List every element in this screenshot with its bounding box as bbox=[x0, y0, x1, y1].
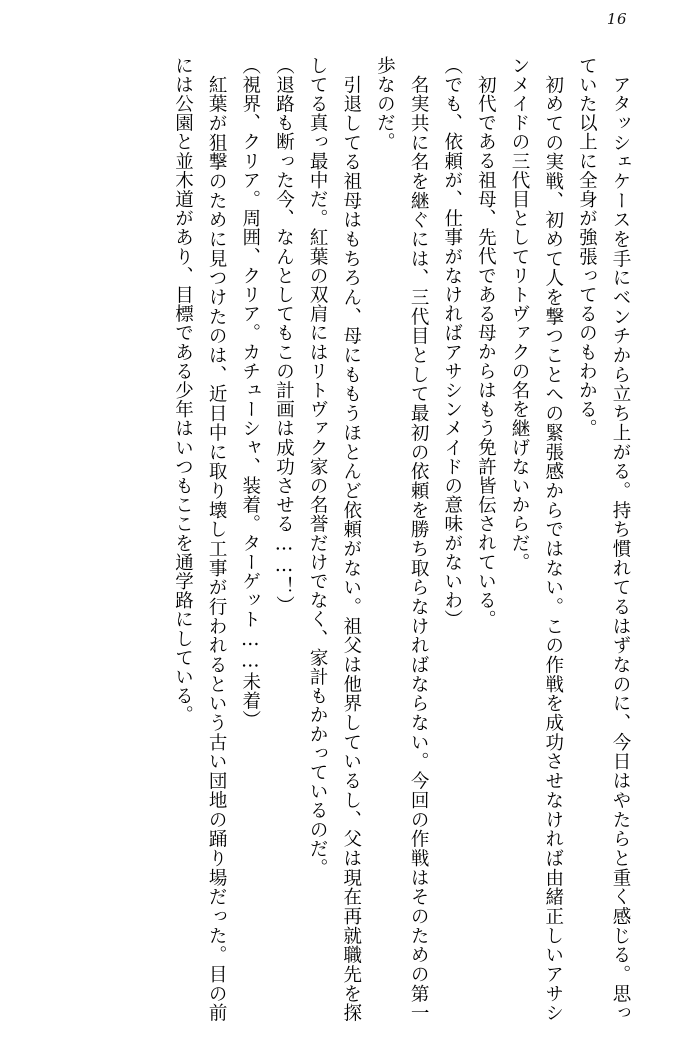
paragraph: （でも、依頼が、仕事がなければアサシンメイドの意味がないわ） bbox=[441, 56, 463, 629]
paragraph: 引退してる祖母はもちろん、母にももうほとんど依頼がない。祖父は他界しているし、父は現在再就職先を探してる真っ最中だ。紅葉の双肩にはリトヴァク家の名誉だけでなく、家計もかかっているのだ。 bbox=[307, 56, 362, 1022]
paragraph: 名実共に名を継ぐには、三代目として最初の依頼を勝ち取らなければならない。今回の作戦はそのための第一歩なのだ。 bbox=[374, 56, 430, 1022]
paragraph: 初めての実戦、初めて人を撃つことへの緊張感からではない。この作戦を成功させなければ由緒正しいアサシンメイドの三代目としてリトヴァクの名を継げないからだ。 bbox=[509, 56, 564, 1022]
paragraph: 初代である祖母、先代である母からはもう免許皆伝されている。 bbox=[475, 74, 497, 629]
paragraph: アタッシェケースを手にベンチから立ち上がる。持ち慣れてるはずなのに、今日はやたらと重く感じる。思っていた以上に全身が強張ってるのもわかる。 bbox=[576, 56, 631, 1022]
body-text-block bbox=[40, 56, 637, 1022]
paragraph: （視界、クリア。周囲、クリア。カチューシャ、装着。ターゲット……未着） bbox=[239, 56, 261, 730]
page-number: 16 bbox=[606, 10, 627, 28]
paragraph: （退路も断った今、なんとしてもこの計画は成功させる……！） bbox=[273, 56, 295, 615]
paragraph: 紅葉が狙撃のために見つけたのは、近日中に取り壊し工事が行われるという古い団地の踊り場だった。目の前には公園と並木道があり、目標である少年はいつもここを通学路にしている。 bbox=[172, 56, 228, 1022]
